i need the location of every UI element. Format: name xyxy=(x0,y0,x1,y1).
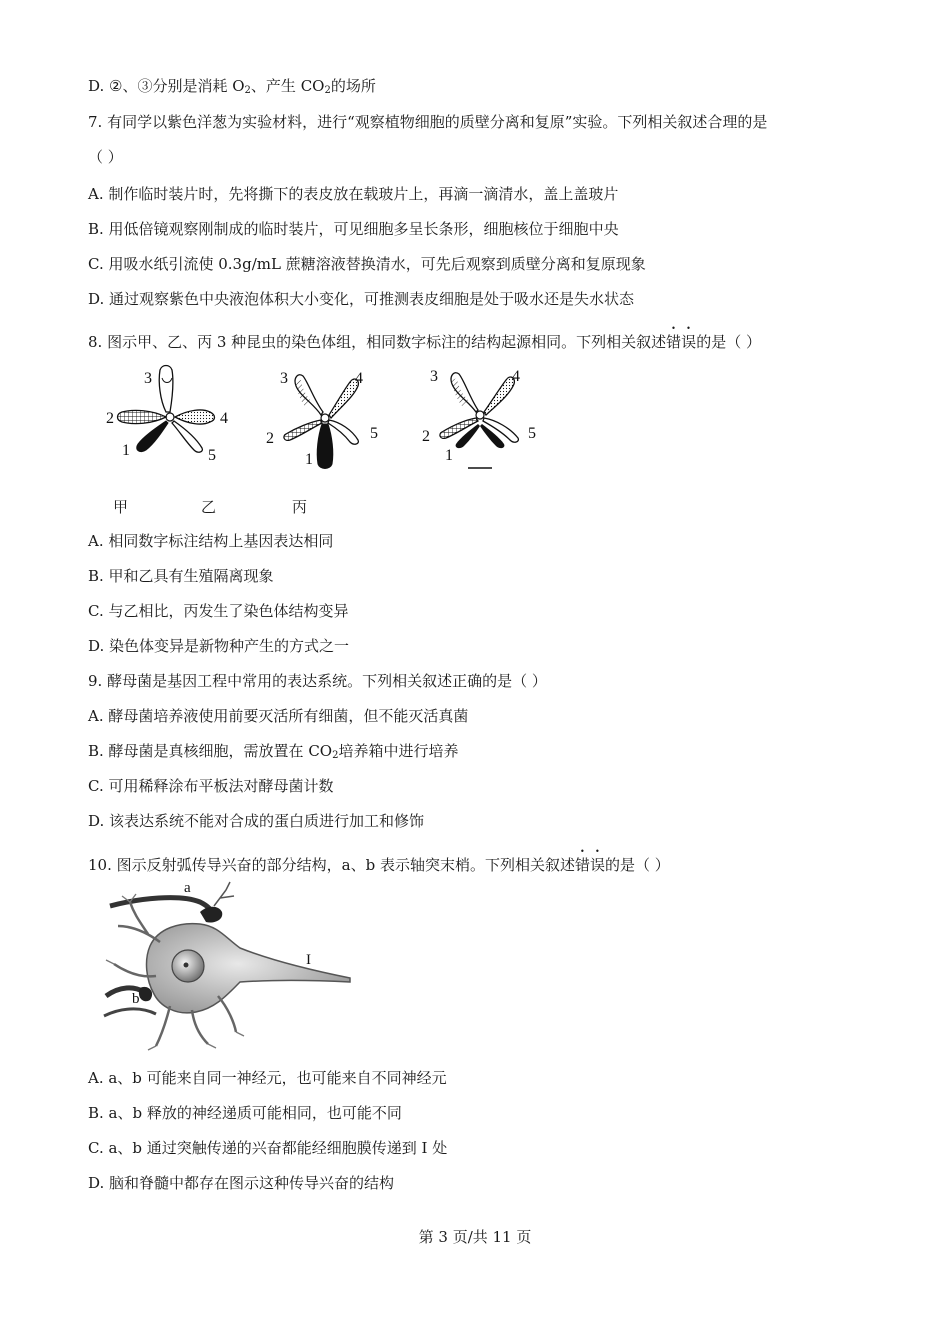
label-4: 4 xyxy=(220,410,228,427)
q7-answer-paren: （ ） xyxy=(88,148,123,166)
label-5: 5 xyxy=(370,425,378,442)
q8-stem: 8. 图示甲、乙、丙 3 种昆虫的染色体组，相同数字标注的结构起源相同。下列相关叙述错误的是（ ） xyxy=(88,333,761,351)
label-2: 2 xyxy=(106,410,114,427)
q7-option-a: A. 制作临时装片时，先将撕下的表皮放在载玻片上，再滴一滴清水，盖上盖玻片 xyxy=(88,185,619,203)
q8-option-b: B. 甲和乙具有生殖隔离现象 xyxy=(88,567,274,585)
q8-option-d: D. 染色体变异是新物种产生的方式之一 xyxy=(88,637,350,655)
label-1: 1 xyxy=(445,447,453,464)
chromosome-figure xyxy=(100,360,560,480)
q10-option-a: A. a、b 可能来自同一神经元，也可能来自不同神经元 xyxy=(88,1069,447,1087)
label-5: 5 xyxy=(528,425,536,442)
q6-option-d: D. ②、③分别是消耗 $O_2$、产生 $CO_2$的场所 xyxy=(88,77,376,96)
q8-option-c: C. 与乙相比，丙发生了染色体结构变异 xyxy=(88,602,349,620)
label-I: I xyxy=(306,952,311,968)
chromosome-set-yi xyxy=(266,370,378,469)
label-2: 2 xyxy=(422,428,430,445)
label-b: b xyxy=(132,991,140,1007)
caption-jia: 甲 xyxy=(113,498,129,516)
label-a: a xyxy=(184,880,191,896)
label-4: 4 xyxy=(355,370,363,387)
q7-stem: 7. 有同学以紫色洋葱为实验材料，进行“观察植物细胞的质壁分离和复原”实验。下列相关叙述合理的是 xyxy=(88,113,768,131)
label-1: 1 xyxy=(122,442,130,459)
q10-option-b: B. a、b 释放的神经递质可能相同，也可能不同 xyxy=(88,1104,402,1122)
q8-option-a: A. 相同数字标注结构上基因表达相同 xyxy=(88,532,334,550)
caption-bing: 丙 xyxy=(292,498,308,516)
label-4: 4 xyxy=(512,368,520,385)
chromosome-set-jia xyxy=(106,366,228,465)
chromosome-set-bing xyxy=(422,368,536,468)
caption-yi: 乙 xyxy=(201,498,217,516)
q10-option-d: D. 脑和脊髓中都存在图示这种传导兴奋的结构 xyxy=(88,1174,395,1192)
page-footer: 第 3 页/共 11 页 xyxy=(418,1228,532,1246)
neuron-figure xyxy=(100,876,360,1052)
label-1: 1 xyxy=(305,451,313,468)
q9-stem: 9. 酵母菌是基因工程中常用的表达系统。下列相关叙述正确的是（ ） xyxy=(88,672,547,690)
q9-option-c: C. 可用稀释涂布平板法对酵母菌计数 xyxy=(88,777,334,795)
q7-option-d: D. 通过观察紫色中央液泡体积大小变化，可推测表皮细胞是处于吸水还是失水状态 xyxy=(88,290,635,308)
q7-option-b: B. 用低倍镜观察刚制成的临时装片，可见细胞多呈长条形，细胞核位于细胞中央 xyxy=(88,220,619,238)
label-3: 3 xyxy=(144,370,152,387)
q7-option-c: C. 用吸水纸引流使 0.3g/mL 蔗糖溶液替换清水，可先后观察到质壁分离和复原现象 xyxy=(88,255,646,273)
label-2: 2 xyxy=(266,430,274,447)
q10-stem: 10. 图示反射弧传导兴奋的部分结构，a、b 表示轴突末梢。下列相关叙述错误的是（ ） xyxy=(88,856,670,874)
q9-option-d: D. 该表达系统不能对合成的蛋白质进行加工和修饰 xyxy=(88,812,425,830)
label-3: 3 xyxy=(430,368,438,385)
label-5: 5 xyxy=(208,447,216,464)
label-3: 3 xyxy=(280,370,288,387)
q10-option-c: C. a、b 通过突触传递的兴奋都能经细胞膜传递到 Ⅰ 处 xyxy=(88,1139,448,1157)
q9-option-a: A. 酵母菌培养液使用前要灭活所有细菌，但不能灭活真菌 xyxy=(88,707,469,725)
q9-option-b: B. 酵母菌是真核细胞，需放置在 $CO_2$培养箱中进行培养 xyxy=(88,742,459,761)
